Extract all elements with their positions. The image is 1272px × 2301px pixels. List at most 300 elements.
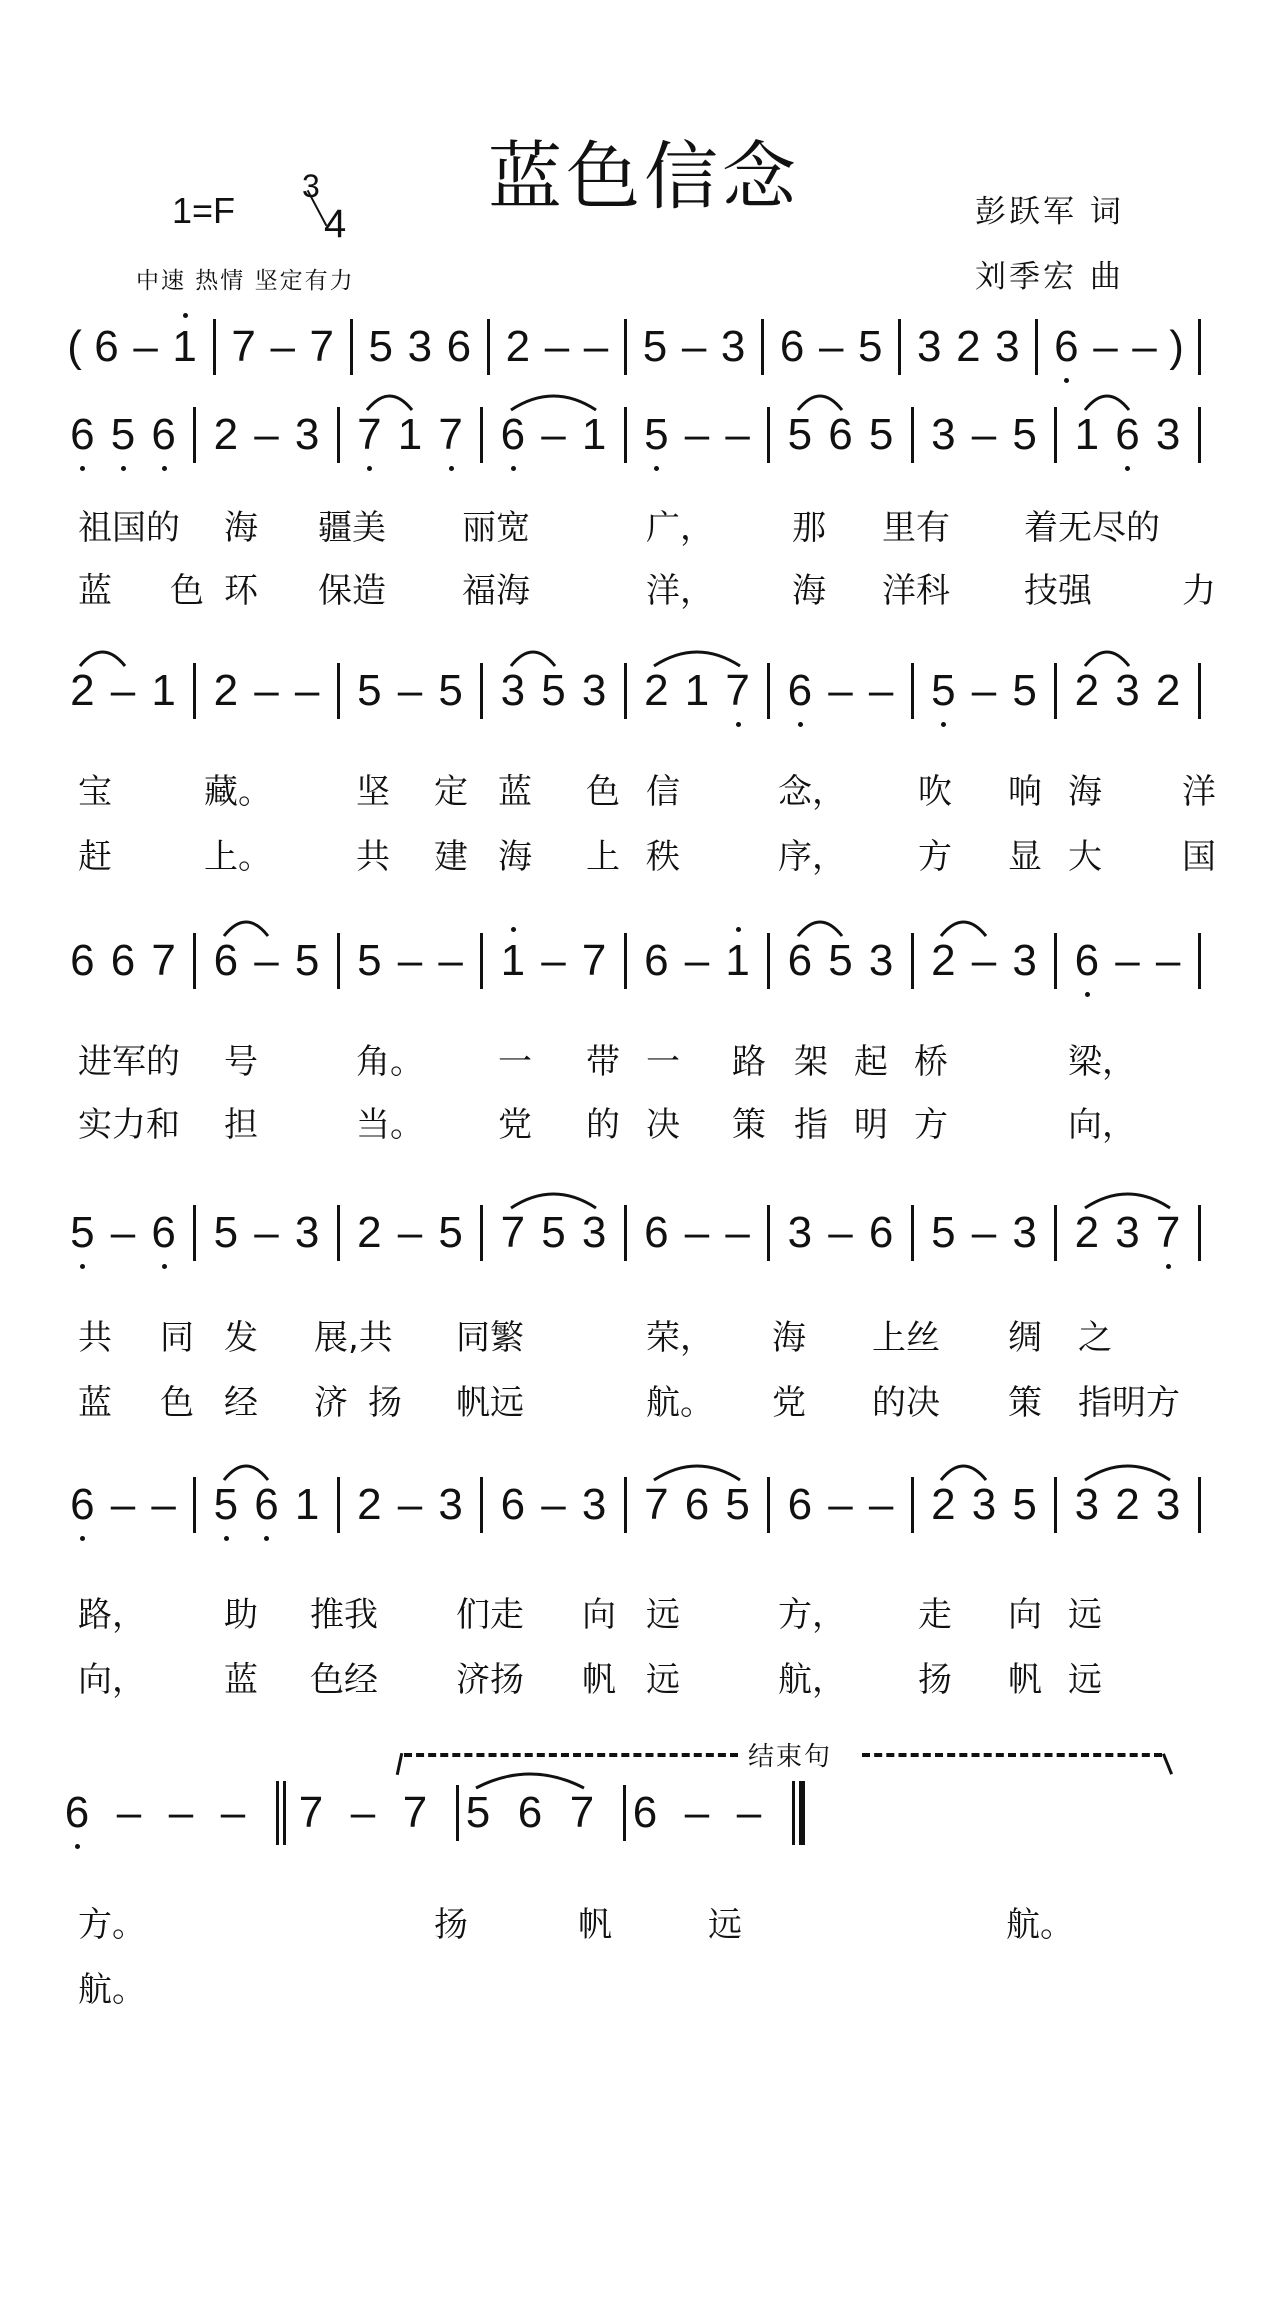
note: 7 [309,322,334,371]
lyric-syllable: 远 [708,1905,742,1945]
lyric-syllable: 航， [778,1660,846,1700]
lyric-syllable: 信 [646,772,680,812]
barline [767,1205,770,1261]
note: 7 [723,669,753,713]
note: 2 [1155,666,1181,715]
note: 3 [917,322,942,371]
lyric-syllable: 力 [1182,571,1216,611]
intro-parenthesis: ) [1169,322,1184,371]
double-barline [276,1781,290,1845]
lyric-syllable: 显 [1008,837,1042,877]
extension-dash: – [684,936,710,985]
lyric-syllable: 色经 [310,1660,378,1700]
lyric-syllable: 党 [498,1105,532,1145]
barline [624,319,627,375]
lyric-syllable: 经 [224,1383,258,1423]
barline [624,1205,627,1261]
note: 6 [149,413,179,457]
extension-dash: – [541,1480,566,1529]
barline [1035,319,1038,375]
lyric-syllable: 扬 [368,1383,402,1423]
barline [456,1785,459,1841]
lyric-syllable: 方。 [78,1905,146,1945]
extension-dash: – [116,1788,142,1837]
lyric-syllable: 洋 [1182,772,1216,812]
note: 7 [581,936,607,985]
note: 3 [1012,936,1037,985]
barline [1054,1477,1057,1533]
note: 3 [931,410,956,459]
lyric-syllable: 念， [778,772,846,812]
lyric-syllable: 国 [1182,837,1216,877]
lyric-syllable: 藏。 [204,772,272,812]
lyric-syllable: 指明方 [1078,1383,1180,1423]
note: 5 [541,666,566,715]
lyric-syllable: 展,共 [314,1318,393,1358]
note: 6 [1051,325,1081,369]
lyric-syllable: 济 [314,1383,348,1423]
lyric-syllable: 济扬 [456,1660,524,1700]
notation-row [62,656,1210,726]
note: 7 [1153,1211,1183,1255]
note: 5 [641,413,671,457]
barline [1198,1205,1201,1261]
lyric-syllable: 远 [646,1660,680,1700]
barline [337,1477,340,1533]
lyric-syllable: 序， [778,837,846,877]
lyric-syllable: 蓝 [78,571,112,611]
lyric-syllable: 保造 [318,571,386,611]
lyric-syllable: 上丝 [872,1318,940,1358]
extension-dash: – [133,322,158,371]
barline [350,319,353,375]
extension-dash: – [725,410,750,459]
intro-parenthesis: ( [67,322,82,371]
lyric-syllable: 之 [1078,1318,1112,1358]
note: 2 [213,666,239,715]
barline [193,1477,196,1533]
note: 7 [569,1788,595,1837]
note: 3 [1115,1208,1140,1257]
note: 6 [828,410,853,459]
note: 3 [1012,1208,1037,1257]
extension-dash: – [736,1788,762,1837]
barline [480,663,483,719]
note: 5 [211,1483,241,1527]
barline [480,407,483,463]
note: 6 [1072,939,1102,983]
note: 5 [294,936,320,985]
lyric-syllable: 扬 [434,1905,468,1945]
note: 6 [67,1483,97,1527]
note: 2 [931,1480,956,1529]
note: 2 [1074,666,1100,715]
barline [193,407,196,463]
note: 7 [354,413,384,457]
note: 6 [446,322,472,371]
extension-dash: – [397,1208,423,1257]
lyric-syllable: 蓝 [224,1660,258,1700]
lyric-syllable: 同 [160,1318,194,1358]
barline [767,1477,770,1533]
extension-dash: – [684,1208,710,1257]
lyric-syllable: 丽宽 [462,508,530,548]
time-signature-denominator: 4 [324,202,347,246]
barline [193,933,196,989]
lyric-syllable: 赶 [78,837,112,877]
lyric-syllable: 海 [772,1318,806,1358]
extension-dash: – [397,666,423,715]
lyric-syllable: 角。 [356,1042,424,1082]
note: 2 [70,666,95,715]
extension-dash: – [971,936,997,985]
barline [624,663,627,719]
note: 5 [368,322,394,371]
bracket-dashed-line-left [404,1753,738,1757]
lyric-syllable: 一 [646,1042,680,1082]
note: 6 [94,322,119,371]
note: 7 [436,413,466,457]
note: 6 [868,1208,894,1257]
lyric-syllable: 海 [792,571,826,611]
note: 5 [438,1208,463,1257]
lyric-syllable: 扬 [918,1660,952,1700]
lyric-syllable: 技强 [1024,571,1092,611]
lyric-syllable: 梁， [1068,1042,1136,1082]
barline [1198,663,1201,719]
note: 6 [251,1483,281,1527]
final-barline [792,1781,806,1845]
lyric-syllable: 路 [732,1042,766,1082]
extension-dash: – [971,666,997,715]
note: 5 [108,413,138,457]
note: 3 [581,666,607,715]
lyric-syllable: 环 [224,571,258,611]
extension-dash: – [350,1788,376,1837]
extension-dash: – [971,1208,997,1257]
extension-dash: – [828,1208,853,1257]
lyric-syllable: 共 [78,1318,112,1358]
note: 1 [170,325,200,369]
barline [480,1205,483,1261]
barline [1198,407,1201,463]
lyric-syllable: 洋， [646,571,714,611]
extension-dash: – [110,1208,136,1257]
note: 5 [357,936,382,985]
lyric-syllable: 祖国的 [78,508,180,548]
note: 6 [632,1788,658,1837]
notation-row [62,312,1209,382]
note: 5 [541,1208,566,1257]
lyric-syllable: 坚 [356,772,390,812]
lyric-syllable: 里有 [882,508,950,548]
note: 5 [868,410,894,459]
extension-dash: – [168,1788,194,1837]
barline [767,933,770,989]
note: 6 [644,936,669,985]
bracket-right-tick [1162,1753,1173,1775]
lyric-syllable: 推我 [310,1595,378,1635]
note: 5 [1012,410,1037,459]
barline [337,1205,340,1261]
barline [911,407,914,463]
lyric-syllable: 航。 [1006,1905,1074,1945]
note: 2 [956,322,981,371]
barline [898,319,901,375]
note: 2 [931,936,956,985]
tempo-marking: 中速 热情 坚定有力 [136,268,355,294]
extension-dash: – [397,1480,423,1529]
key-signature: 1=F [172,190,236,231]
lyric-syllable: 方， [778,1595,846,1635]
lyric-syllable: 疆美 [318,508,386,548]
note: 5 [465,1788,491,1837]
note: 5 [928,669,958,713]
barline [480,1477,483,1533]
extension-dash: – [151,1480,176,1529]
note: 6 [684,1480,710,1529]
note: 5 [1012,1480,1037,1529]
note: 5 [725,1480,750,1529]
extension-dash: – [868,1480,894,1529]
lyricist-credit: 彭跃军 词 [975,194,1124,230]
lyric-syllable: 着无尽的 [1024,508,1160,548]
barline [1198,933,1201,989]
lyric-syllable: 当。 [356,1105,424,1145]
lyric-syllable: 路， [78,1595,146,1635]
lyric-syllable: 帆 [1008,1660,1042,1700]
barline [911,1477,914,1533]
lyric-syllable: 共 [356,837,390,877]
extension-dash: – [583,322,609,371]
lyric-syllable: 海 [1068,772,1102,812]
extension-dash: – [725,1208,750,1257]
barline [911,933,914,989]
lyric-syllable: 响 [1008,772,1042,812]
barline [193,663,196,719]
note: 1 [151,666,176,715]
note: 5 [438,666,463,715]
note: 5 [931,1208,956,1257]
note: 3 [581,1480,607,1529]
lyric-syllable: 发 [224,1318,258,1358]
lyric-syllable: 帆 [582,1660,616,1700]
note: 3 [294,1208,320,1257]
barline [624,933,627,989]
extension-dash: – [868,666,894,715]
note: 3 [1074,1480,1100,1529]
note: 7 [402,1788,428,1837]
lyric-syllable: 荣， [646,1318,714,1358]
barline [1054,407,1057,463]
barline [1198,1477,1201,1533]
note: 1 [723,939,753,983]
note: 3 [407,322,433,371]
lyric-syllable: 指 [794,1105,828,1145]
note: 7 [151,936,176,985]
notation-row [62,1470,1210,1540]
lyric-syllable: 向， [1068,1105,1136,1145]
extension-dash: – [684,1788,710,1837]
extension-dash: – [254,1208,279,1257]
lyric-syllable: 洋科 [882,571,950,611]
lyric-syllable: 实力和 [78,1105,180,1145]
lyric-syllable: 起 [854,1042,888,1082]
barline [337,933,340,989]
barline [193,1205,196,1261]
lyric-syllable: 上。 [204,837,272,877]
lyric-syllable: 策 [1008,1383,1042,1423]
barline [480,933,483,989]
note: 3 [500,666,526,715]
lyric-syllable: 进军的 [78,1042,180,1082]
lyric-syllable: 号 [224,1042,258,1082]
note: 3 [1155,1480,1181,1529]
note: 1 [1074,410,1100,459]
barline [761,319,764,375]
lyric-syllable: 们走 [456,1595,524,1635]
barline [767,407,770,463]
note: 3 [995,322,1020,371]
ending-phrase-label: 结束句 [748,1742,833,1772]
lyric-syllable: 秩 [646,837,680,877]
notation-row [62,400,1210,470]
note: 7 [500,1208,526,1257]
note: 6 [644,1208,669,1257]
lyric-syllable: 远 [1068,1660,1102,1700]
extension-dash: – [828,666,853,715]
lyric-syllable: 蓝 [78,1383,112,1423]
lyric-syllable: 绸 [1008,1318,1042,1358]
note: 2 [357,1480,382,1529]
note: 2 [1115,1480,1140,1529]
extension-dash: – [541,936,566,985]
note: 3 [1115,666,1140,715]
lyric-syllable: 蓝 [498,772,532,812]
lyric-syllable: 决 [646,1105,680,1145]
note: 6 [500,1480,526,1529]
extension-dash: – [110,666,136,715]
lyric-syllable: 航。 [646,1383,714,1423]
lyric-syllable: 同繁 [456,1318,524,1358]
barline [487,319,490,375]
extension-dash: – [818,322,844,371]
barline [1054,1205,1057,1261]
extension-dash: – [438,936,463,985]
lyric-syllable: 方 [918,837,952,877]
extension-dash: – [828,1480,853,1529]
barline [213,319,216,375]
extension-dash: – [220,1788,246,1837]
note: 5 [642,322,668,371]
lyric-syllable: 远 [1068,1595,1102,1635]
note: 3 [971,1480,997,1529]
extension-dash: – [684,410,710,459]
lyric-syllable: 海 [224,508,258,548]
note: 6 [1112,413,1142,457]
note: 5 [857,322,883,371]
notation-row [62,926,1210,996]
bracket-left-tick [396,1753,404,1775]
barline [911,1205,914,1261]
song-title: 蓝色信念 [488,134,800,220]
note: 3 [294,410,320,459]
barline [623,1785,626,1841]
lyric-syllable: 方 [914,1105,948,1145]
note: 3 [1155,410,1181,459]
notation-row [62,1198,1210,1268]
barline [337,663,340,719]
note: 5 [1012,666,1037,715]
notation-row [62,1778,812,1848]
extension-dash: – [294,666,320,715]
note: 1 [684,666,710,715]
note: 3 [787,1208,813,1257]
lyric-syllable: 上 [586,837,620,877]
note: 3 [438,1480,463,1529]
extension-dash: – [681,322,707,371]
note: 6 [213,936,239,985]
extension-dash: – [397,936,423,985]
note: 5 [357,666,382,715]
note: 6 [517,1788,543,1837]
note: 3 [868,936,894,985]
extension-dash: – [254,666,279,715]
barline [767,663,770,719]
note: 1 [498,939,528,983]
note: 5 [787,410,813,459]
note: 2 [505,322,531,371]
lyric-syllable: 的决 [872,1383,940,1423]
note: 3 [720,322,746,371]
lyric-syllable: 建 [434,837,468,877]
lyric-syllable: 远 [646,1595,680,1635]
lyric-syllable: 架 [794,1042,828,1082]
note: 6 [110,936,136,985]
note: 2 [1074,1208,1100,1257]
barline [337,407,340,463]
extension-dash: – [254,410,279,459]
barline [624,407,627,463]
lyric-syllable: 大 [1068,837,1102,877]
lyric-syllable: 帆 [578,1905,612,1945]
lyric-syllable: 那 [792,508,826,548]
lyric-syllable: 桥 [914,1042,948,1082]
note: 7 [644,1480,669,1529]
extension-dash: – [1155,936,1181,985]
lyric-syllable: 策 [732,1105,766,1145]
note: 2 [644,666,669,715]
note: 1 [581,410,607,459]
lyric-syllable: 帆远 [456,1383,524,1423]
note: 5 [213,1208,239,1257]
lyric-syllable: 助 [224,1595,258,1635]
note: 5 [67,1211,97,1255]
lyric-syllable: 向 [1008,1595,1042,1635]
lyric-syllable: 广， [646,508,714,548]
lyric-syllable: 定 [434,772,468,812]
lyric-syllable: 党 [772,1383,806,1423]
lyric-syllable: 吹 [918,772,952,812]
lyric-syllable: 航。 [78,1970,146,2010]
lyric-syllable: 宝 [78,772,112,812]
lyric-syllable: 带 [586,1042,620,1082]
note: 6 [70,936,95,985]
lyric-syllable: 一 [498,1042,532,1082]
note: 7 [298,1788,324,1837]
extension-dash: – [110,1480,136,1529]
lyric-syllable: 走 [918,1595,952,1635]
